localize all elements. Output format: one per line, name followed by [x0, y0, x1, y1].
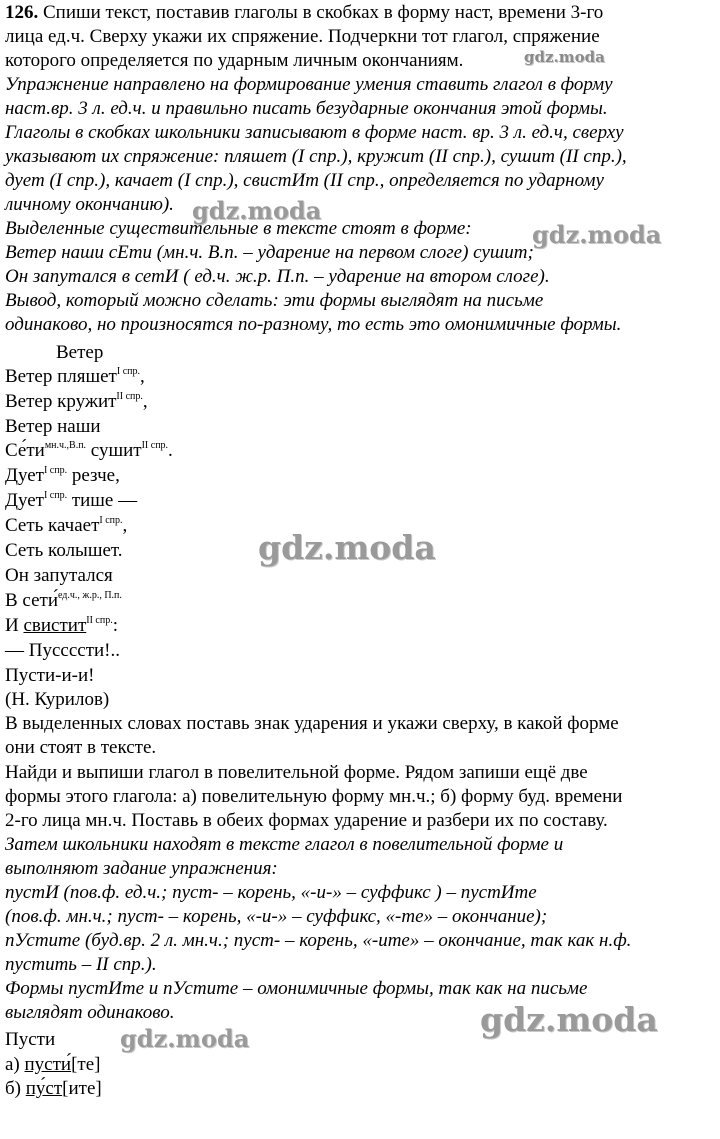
task-text-line: 2-го лица мн.ч. Поставь в обеих формах ударение и разбери их по составу. [5, 810, 608, 831]
poem-line: Сеть качает$^{I спр.}$, [5, 514, 128, 536]
poem-line: $Се́ти^{мн.ч.,В.п.}$ сушит$^{II спр.}$. [5, 439, 173, 461]
grammar-note: I спр. [99, 514, 123, 526]
answer-line-a: а) пусти́[те] [5, 1054, 101, 1075]
poem-line: Пусти-и-и! [5, 665, 95, 686]
grammar-note: I спр. [43, 489, 68, 501]
explanation-line: указывают их спряжение: пляшет (I спр.), кружит (II спр.), сушит (II спр.), [5, 146, 627, 167]
explanation-line: дует (I спр.), качает (I спр.), свистИт (II спр., определяется по ударному [5, 170, 604, 191]
explanation-line: Выделенные существительные в тексте стоят в форме: [5, 218, 472, 239]
explanation-line: пустИ (пов.ф. ед.ч.; пуст- – корень, «-и-» – суффикс ) – пустИте [5, 882, 537, 903]
poem-line: Ветер наши [5, 416, 101, 437]
explanation-line: наст.вр. 3 л. ед.ч. и правильно писать безударные окончания этой формы. [5, 98, 608, 119]
watermark: gdz.moda [258, 528, 436, 567]
task-text-line: лица ед.ч. Сверху укажи их спряжение. Подчеркни тот глагол, спряжение [5, 26, 600, 47]
explanation-line: Вывод, который можно сделать: эти формы выглядят на письме [5, 290, 544, 311]
poem-line: Сеть колышет. [5, 540, 123, 561]
grammar-note: II спр. [141, 439, 169, 451]
explanation-line: Затем школьники находят в тексте глагол в повелительной форме и [5, 834, 564, 855]
task-text-line: которого определяется по ударным личным окончаниям. [5, 50, 464, 71]
explanation-line: Формы пустИте и пУстите – омонимичные формы, так как на письме [5, 978, 588, 999]
explanation-line: Он запутался в сетИ ( ед.ч. ж.р. П.п. – ударение на втором слоге). [5, 266, 550, 287]
poem-line: В сети́$^{ед.ч., ж.р., П.п.}$ [5, 589, 122, 611]
explanation-line: Упражнение направлено на формирование умения ставить глагол в форму [5, 74, 613, 95]
poem-line: — Пуссссти!.. [5, 640, 121, 661]
poem-line: Ветер кружит$^{II спр.}$, [5, 390, 148, 412]
grammar-note: мн.ч.,В.п. [44, 439, 87, 451]
watermark: gdz.moda [532, 220, 662, 249]
explanation-line: выглядят одинаково. [5, 1002, 175, 1023]
watermark: gdz.moda [480, 1000, 658, 1039]
task-text-line: они стоят в тексте. [5, 737, 157, 758]
poem-line: Он запутался [5, 565, 113, 586]
answer-word: Пусти [5, 1029, 56, 1050]
explanation-line: одинаково, но произносятся по-разному, то есть это омонимичные формы. [5, 314, 622, 335]
grammar-note: I спр. [43, 464, 68, 476]
explanation-line: пустить – II спр.). [5, 954, 157, 975]
watermark: gdz.moda [524, 48, 605, 66]
poem-line: Ветер пляшет$^{I спр.}$, [5, 365, 145, 387]
task-text-line: 126. Спиши текст, поставив глаголы в скобках в форму наст, времени 3-го [5, 2, 604, 23]
task-text-line: Найди и выпиши глагол в повелительной форме. Рядом запиши ещё две [5, 762, 588, 783]
poem-title: Ветер [56, 342, 104, 363]
explanation-line: личному окончанию). [5, 194, 174, 215]
underlined-stem: пусти́ [24, 1054, 72, 1075]
explanation-line: выполняют задание упражнения: [5, 858, 278, 879]
explanation-line: Ветер наши сЕти (мн.ч. В.п. – ударение на первом слоге) сушит; [5, 242, 534, 263]
task-text-line: В выделенных словах поставь знак ударения и укажи сверху, в какой форме [5, 713, 619, 734]
grammar-note: I спр. [116, 365, 140, 377]
poem-line: Дует$^{I спр.}$ резче, [5, 464, 120, 486]
watermark: gdz.moda [120, 1024, 250, 1053]
poem-line: Дует$^{I спр.}$ тише — [5, 489, 138, 511]
answer-line-b: б) пу́ст[ите] [5, 1078, 102, 1099]
task-number: 126. [5, 2, 39, 23]
task-text-line: формы этого глагола: а) повелительную форму мн.ч.; б) форму буд. времени [5, 786, 623, 807]
watermark: gdz.moda [192, 196, 322, 225]
explanation-line: (пов.ф. мн.ч.; пуст- – корень, «-и-» – суффикс, «-те» – окончание); [5, 906, 548, 927]
explanation-line: пУстите (буд.вр. 2 л. мн.ч.; пуст- – корень, «-ите» – окончание, так как н.ф. [5, 930, 632, 951]
underlined-verb: свистит [23, 615, 87, 636]
grammar-note: II спр. [116, 390, 143, 402]
explanation-line: Глаголы в скобках школьники записывают в форме наст. вр. 3 л. ед.ч, сверху [5, 122, 624, 143]
underlined-stem: пу́ст [25, 1078, 63, 1099]
poem-line: И свистит$^{II спр.}$: [5, 614, 118, 636]
grammar-note: II спр. [86, 614, 113, 626]
poem-author: (Н. Курилов) [5, 689, 110, 710]
grammar-note: ед.ч., ж.р., П.п. [58, 589, 122, 601]
